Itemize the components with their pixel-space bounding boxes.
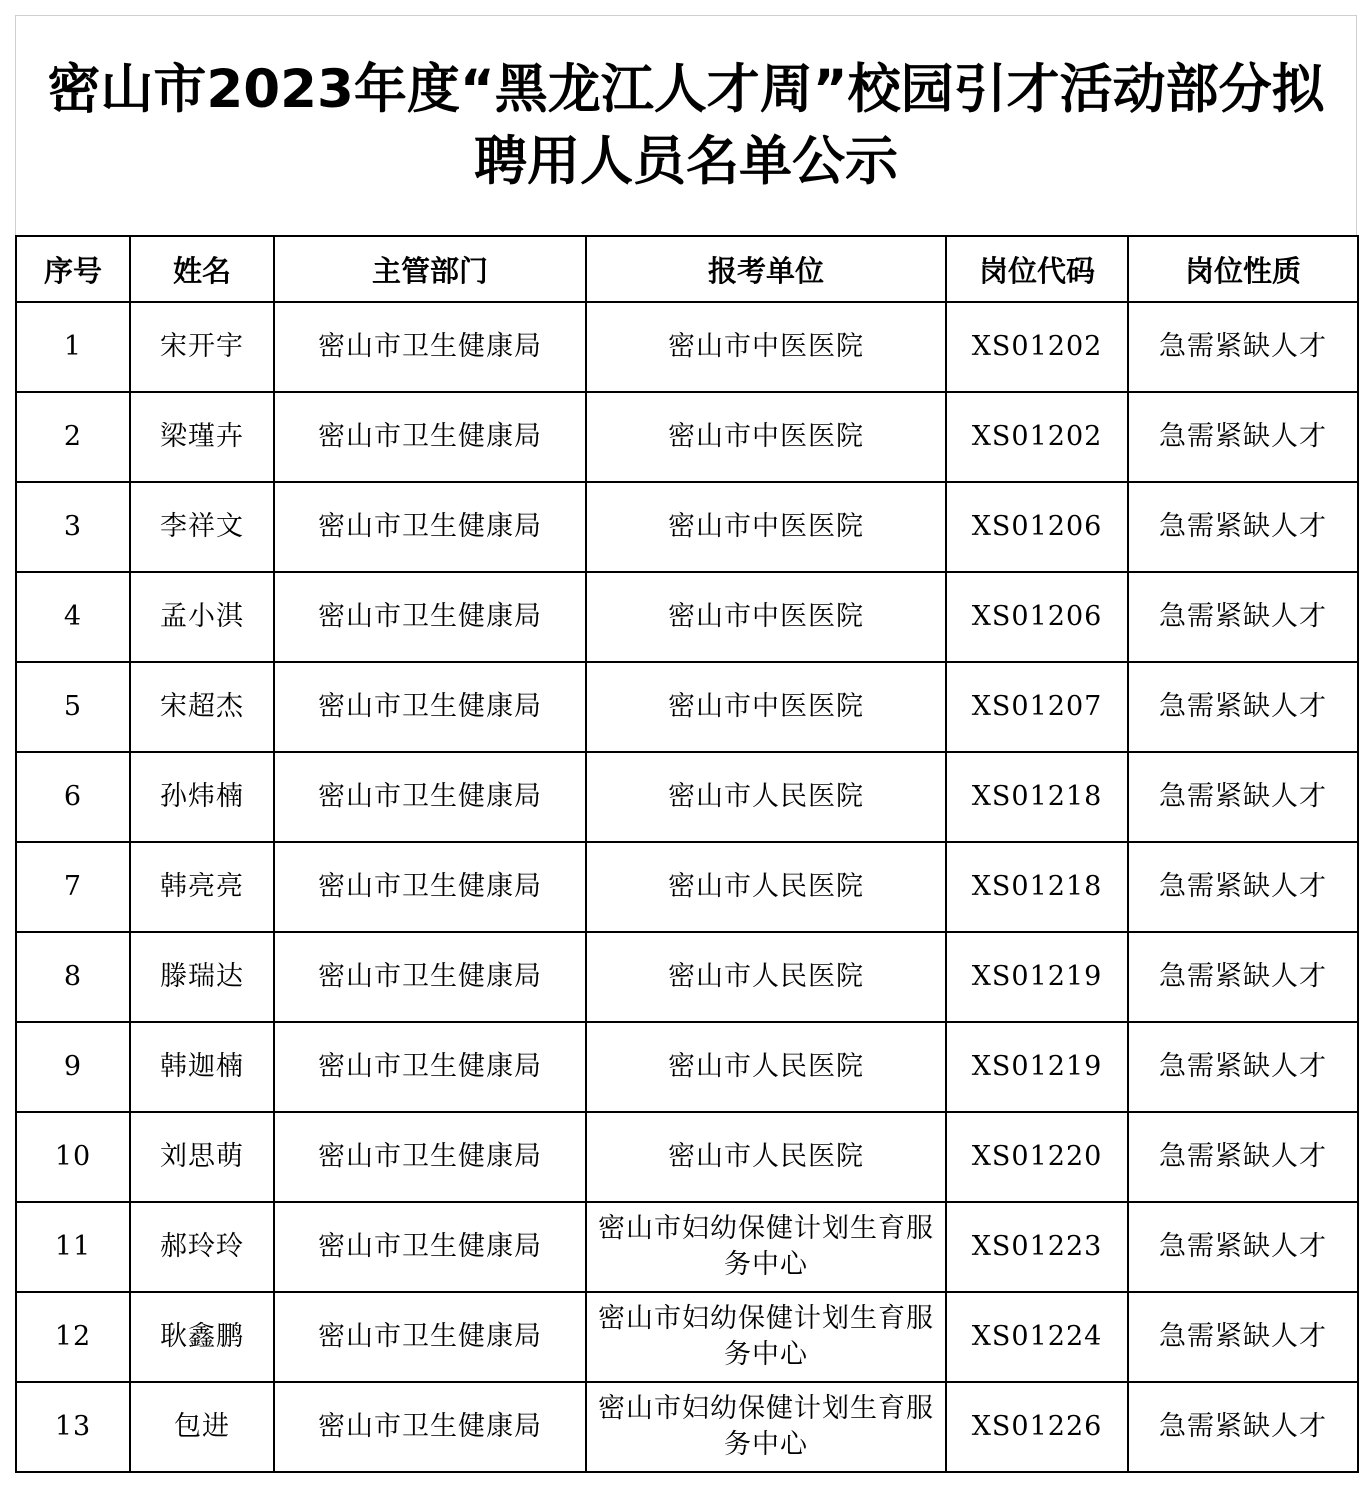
- cell-position-code: XS01224: [946, 1292, 1128, 1382]
- table-row: [16, 932, 1358, 1022]
- table-row: [16, 482, 1358, 572]
- cell-position-type: 急需紧缺人才: [1128, 572, 1358, 662]
- cell-position-type: 急需紧缺人才: [1128, 1022, 1358, 1112]
- cell-index: 11: [16, 1202, 130, 1292]
- cell-index: 3: [16, 482, 130, 572]
- cell-position-type: 急需紧缺人才: [1128, 752, 1358, 842]
- table-row: [16, 752, 1358, 842]
- cell-unit: 密山市中医医院: [586, 392, 946, 482]
- cell-unit: 密山市中医医院: [586, 302, 946, 392]
- cell-unit: 密山市人民医院: [586, 1022, 946, 1112]
- cell-index: 12: [16, 1292, 130, 1382]
- cell-position-type: 急需紧缺人才: [1128, 1292, 1358, 1382]
- title-box: [15, 15, 1357, 235]
- cell-department: 密山市卫生健康局: [274, 482, 586, 572]
- cell-name: 宋开宇: [130, 302, 274, 392]
- table-row: [16, 1112, 1358, 1202]
- cell-unit: 密山市中医医院: [586, 662, 946, 752]
- cell-position-type: 急需紧缺人才: [1128, 932, 1358, 1022]
- cell-name: 孟小淇: [130, 572, 274, 662]
- cell-position-type: 急需紧缺人才: [1128, 662, 1358, 752]
- cell-position-type: 急需紧缺人才: [1128, 392, 1358, 482]
- cell-position-code: XS01218: [946, 752, 1128, 842]
- cell-index: 9: [16, 1022, 130, 1112]
- header-position-code: 岗位代码: [946, 236, 1128, 302]
- table-row: [16, 842, 1358, 932]
- cell-unit: 密山市妇幼保健计划生育服务中心: [586, 1202, 946, 1292]
- cell-name: 韩亮亮: [130, 842, 274, 932]
- table-row: [16, 302, 1358, 392]
- cell-department: 密山市卫生健康局: [274, 1292, 586, 1382]
- table-row: [16, 1022, 1358, 1112]
- cell-department: 密山市卫生健康局: [274, 1112, 586, 1202]
- cell-name: 包进: [130, 1382, 274, 1472]
- cell-position-code: XS01207: [946, 662, 1128, 752]
- cell-position-type: 急需紧缺人才: [1128, 482, 1358, 572]
- cell-unit: 密山市人民医院: [586, 932, 946, 1022]
- cell-index: 13: [16, 1382, 130, 1472]
- cell-unit: 密山市中医医院: [586, 482, 946, 572]
- cell-name: 梁瑾卉: [130, 392, 274, 482]
- cell-name: 韩迦楠: [130, 1022, 274, 1112]
- cell-department: 密山市卫生健康局: [274, 932, 586, 1022]
- cell-unit: 密山市人民医院: [586, 1112, 946, 1202]
- cell-name: 滕瑞达: [130, 932, 274, 1022]
- cell-position-code: XS01219: [946, 932, 1128, 1022]
- header-name: 姓名: [130, 236, 274, 302]
- table-row: [16, 1292, 1358, 1382]
- cell-index: 4: [16, 572, 130, 662]
- cell-unit: 密山市妇幼保健计划生育服务中心: [586, 1292, 946, 1382]
- header-row: [16, 236, 1358, 302]
- cell-name: 刘思萌: [130, 1112, 274, 1202]
- cell-position-type: 急需紧缺人才: [1128, 1112, 1358, 1202]
- cell-position-code: XS01206: [946, 482, 1128, 572]
- table-row: [16, 1202, 1358, 1292]
- cell-name: 宋超杰: [130, 662, 274, 752]
- cell-index: 10: [16, 1112, 130, 1202]
- cell-position-type: 急需紧缺人才: [1128, 302, 1358, 392]
- header-index: 序号: [16, 236, 130, 302]
- cell-name: 李祥文: [130, 482, 274, 572]
- cell-index: 2: [16, 392, 130, 482]
- cell-position-code: XS01223: [946, 1202, 1128, 1292]
- cell-index: 8: [16, 932, 130, 1022]
- cell-index: 1: [16, 302, 130, 392]
- table-row: [16, 662, 1358, 752]
- cell-department: 密山市卫生健康局: [274, 842, 586, 932]
- cell-position-code: XS01202: [946, 302, 1128, 392]
- cell-position-type: 急需紧缺人才: [1128, 842, 1358, 932]
- cell-position-type: 急需紧缺人才: [1128, 1382, 1358, 1472]
- cell-position-code: XS01220: [946, 1112, 1128, 1202]
- cell-position-code: XS01206: [946, 572, 1128, 662]
- roster-table: [15, 235, 1359, 1473]
- cell-index: 5: [16, 662, 130, 752]
- cell-index: 6: [16, 752, 130, 842]
- header-position-type: 岗位性质: [1128, 236, 1358, 302]
- cell-name: 孙炜楠: [130, 752, 274, 842]
- document-sheet: [15, 15, 1357, 1474]
- table-row: [16, 1382, 1358, 1472]
- table-row: [16, 572, 1358, 662]
- roster-body: [16, 302, 1358, 1472]
- cell-unit: 密山市中医医院: [586, 572, 946, 662]
- cell-department: 密山市卫生健康局: [274, 662, 586, 752]
- cell-department: 密山市卫生健康局: [274, 1022, 586, 1112]
- page-title: 密山市2023年度“黑龙江人才周”校园引才活动部分拟聘用人员名单公示: [47, 58, 1325, 192]
- cell-name: 耿鑫鹏: [130, 1292, 274, 1382]
- cell-position-type: 急需紧缺人才: [1128, 1202, 1358, 1292]
- cell-department: 密山市卫生健康局: [274, 1202, 586, 1292]
- table-row: [16, 392, 1358, 482]
- header-department: 主管部门: [274, 236, 586, 302]
- cell-name: 郝玲玲: [130, 1202, 274, 1292]
- cell-unit: 密山市妇幼保健计划生育服务中心: [586, 1382, 946, 1472]
- cell-position-code: XS01226: [946, 1382, 1128, 1472]
- cell-department: 密山市卫生健康局: [274, 752, 586, 842]
- cell-department: 密山市卫生健康局: [274, 572, 586, 662]
- cell-department: 密山市卫生健康局: [274, 392, 586, 482]
- header-unit: 报考单位: [586, 236, 946, 302]
- cell-index: 7: [16, 842, 130, 932]
- cell-department: 密山市卫生健康局: [274, 302, 586, 392]
- cell-position-code: XS01202: [946, 392, 1128, 482]
- cell-position-code: XS01219: [946, 1022, 1128, 1112]
- cell-unit: 密山市人民医院: [586, 842, 946, 932]
- cell-department: 密山市卫生健康局: [274, 1382, 586, 1472]
- cell-position-code: XS01218: [946, 842, 1128, 932]
- cell-unit: 密山市人民医院: [586, 752, 946, 842]
